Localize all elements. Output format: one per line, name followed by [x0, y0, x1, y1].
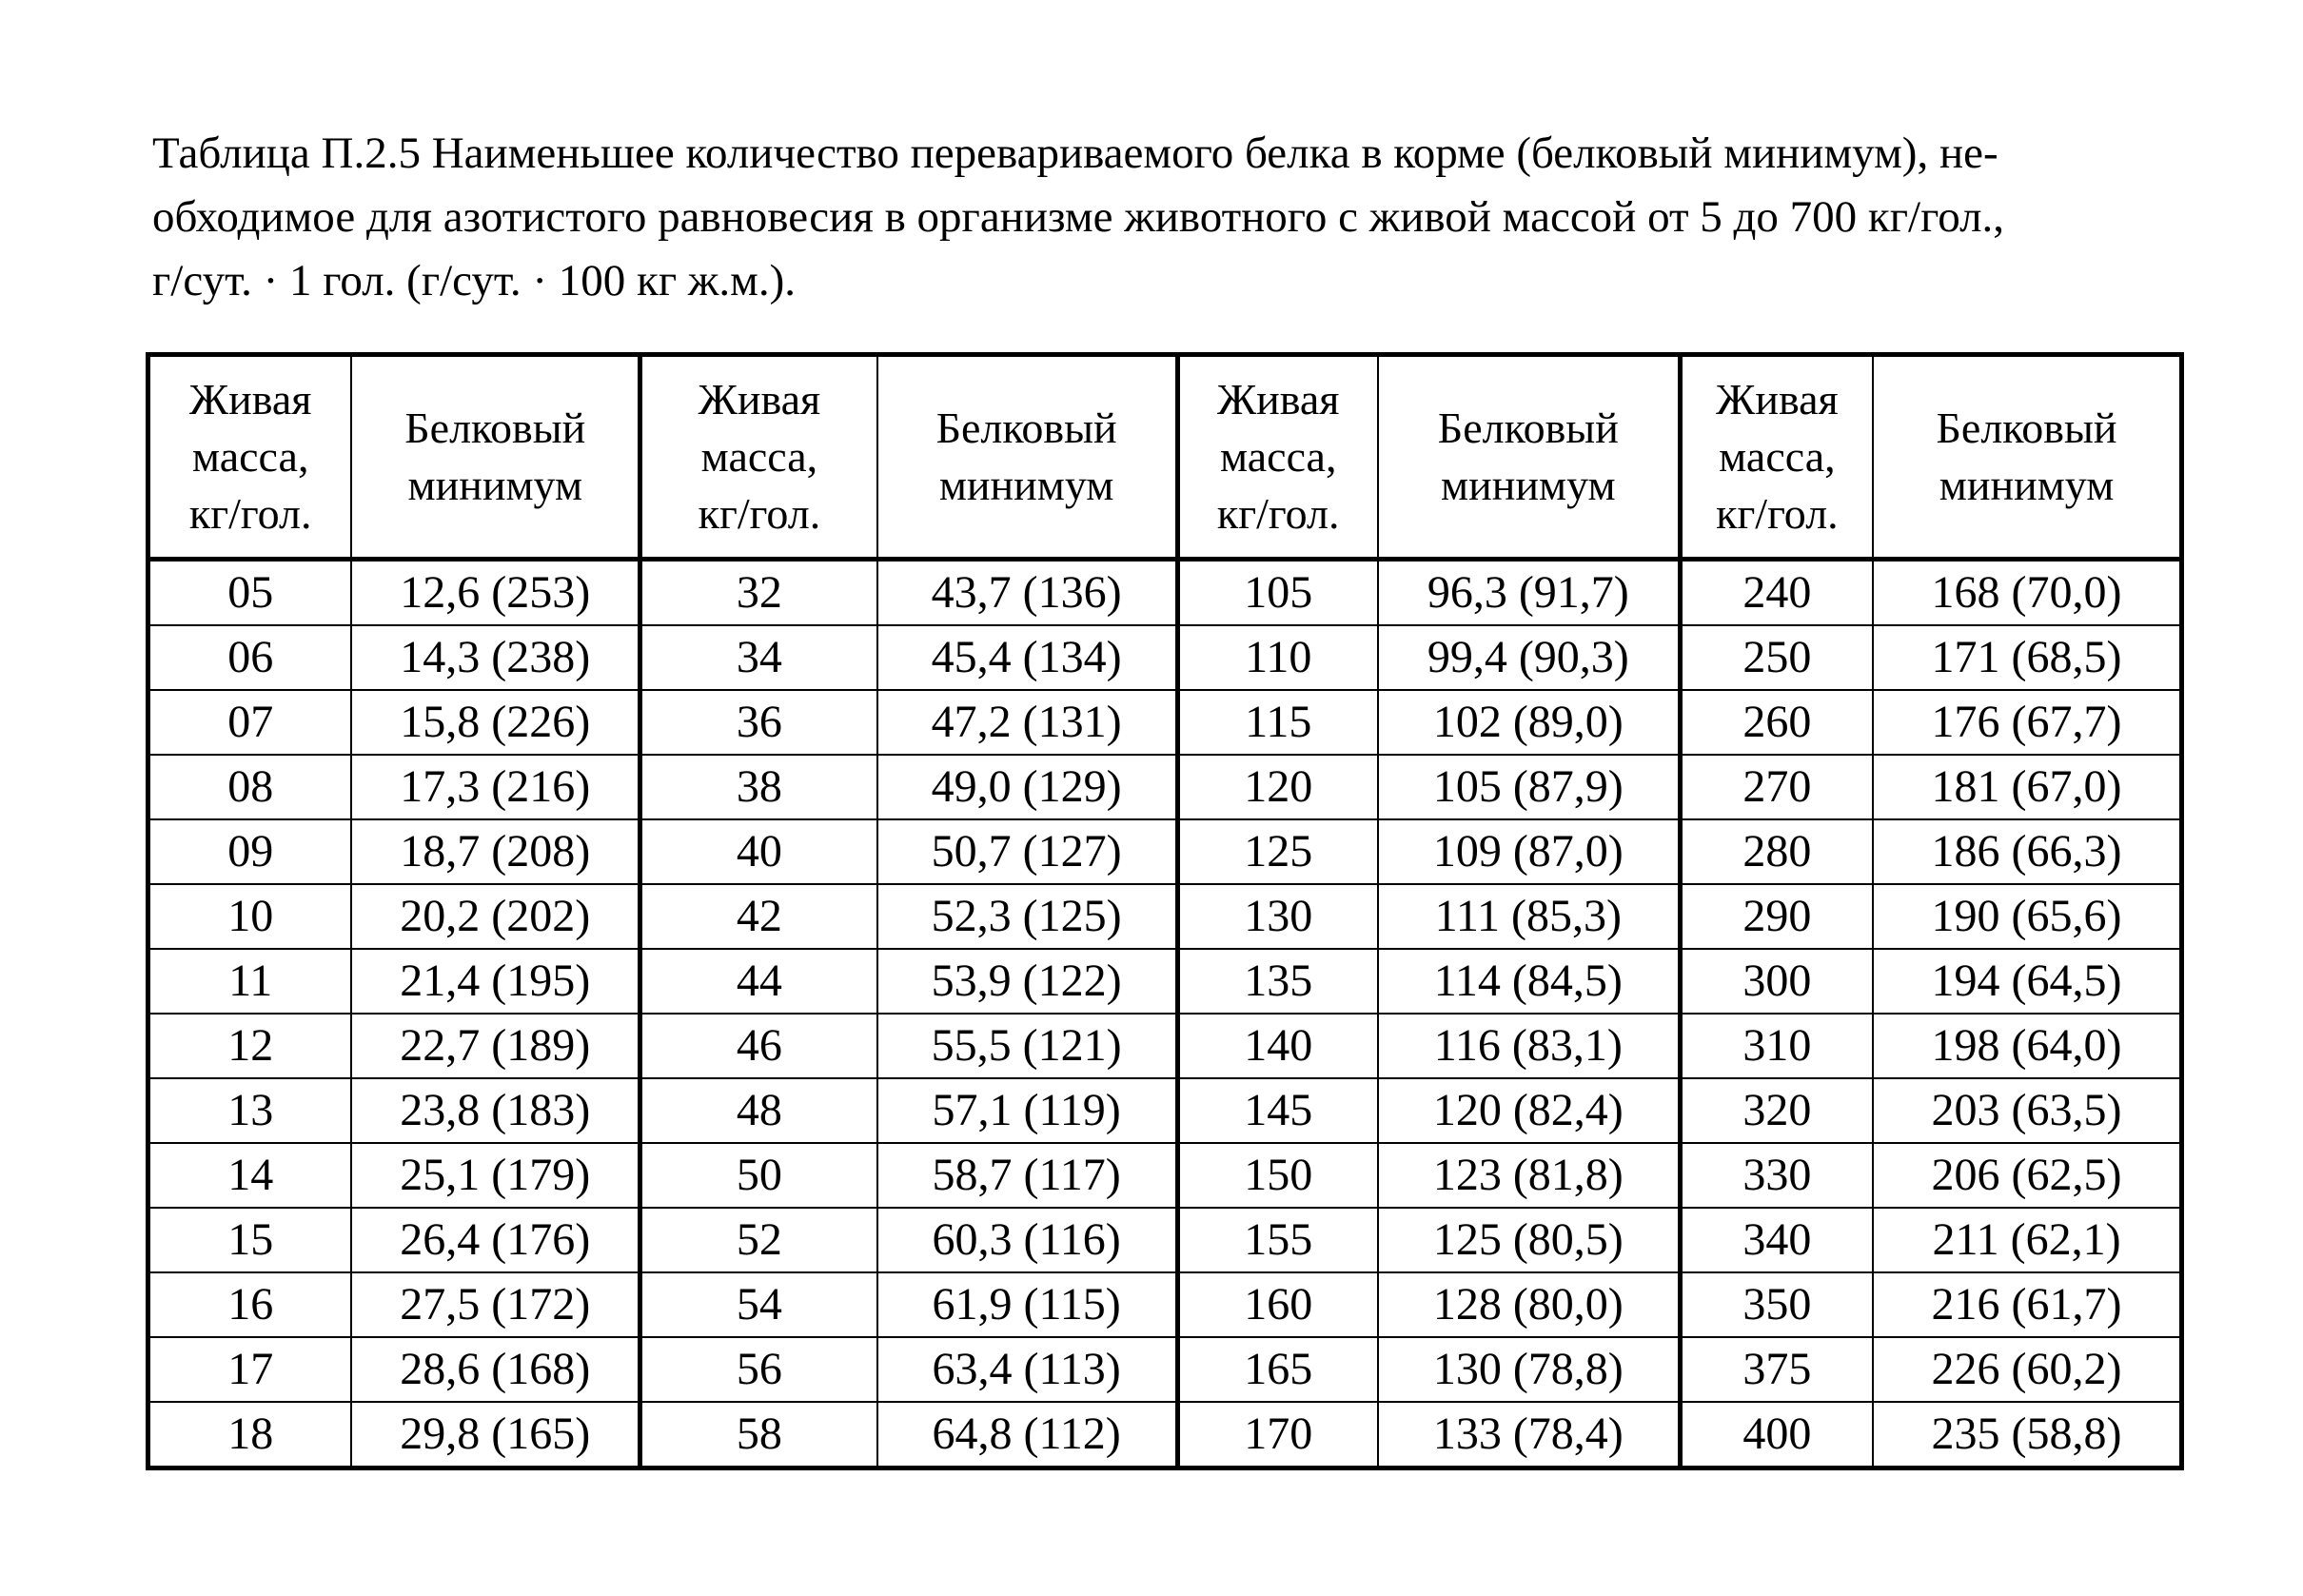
caption-line: Таблица П.2.5 Наименьшее количество перевариваемого белка в корме (белковый минимум), не-: [152, 128, 1998, 178]
protein-minimum-cell: 28,6 (168): [351, 1337, 640, 1402]
protein-minimum-cell: 21,4 (195): [351, 949, 640, 1014]
live-mass-cell: 400: [1680, 1402, 1873, 1468]
live-mass-cell: 160: [1177, 1272, 1378, 1337]
protein-minimum-cell: 171 (68,5): [1873, 625, 2181, 690]
table-row: [148, 884, 2182, 949]
live-mass-cell: 52: [640, 1208, 877, 1272]
protein-minimum-cell: 123 (81,8): [1378, 1143, 1680, 1208]
protein-minimum-cell: 125 (80,5): [1378, 1208, 1680, 1272]
column-header-protein-minimum: [1378, 355, 1680, 560]
table-row: [148, 755, 2182, 819]
live-mass-cell: 17: [148, 1337, 352, 1402]
live-mass-cell: 14: [148, 1143, 352, 1208]
live-mass-cell: 320: [1680, 1078, 1873, 1143]
protein-minimum-cell: 23,8 (183): [351, 1078, 640, 1143]
protein-minimum-cell: 52,3 (125): [877, 884, 1177, 949]
header-text-line: Белковый: [404, 404, 586, 452]
protein-minimum-cell: 226 (60,2): [1873, 1337, 2181, 1402]
protein-minimum-cell: 116 (83,1): [1378, 1014, 1680, 1078]
table-row: [148, 1272, 2182, 1337]
protein-minimum-cell: 15,8 (226): [351, 690, 640, 755]
table-row: [148, 949, 2182, 1014]
header-text-line: кг/гол.: [1216, 489, 1340, 538]
live-mass-cell: 125: [1177, 819, 1378, 884]
live-mass-cell: 46: [640, 1014, 877, 1078]
live-mass-cell: 50: [640, 1143, 877, 1208]
protein-minimum-cell: 63,4 (113): [877, 1337, 1177, 1402]
header-text-line: Белковый: [935, 404, 1117, 452]
live-mass-cell: 280: [1680, 819, 1873, 884]
table-row: [148, 1337, 2182, 1402]
protein-minimum-cell: 96,3 (91,7): [1378, 560, 1680, 626]
protein-minimum-cell: 45,4 (134): [877, 625, 1177, 690]
header-text-line: Живая: [1216, 375, 1340, 424]
protein-minimum-cell: 43,7 (136): [877, 560, 1177, 626]
protein-minimum-cell: 198 (64,0): [1873, 1014, 2181, 1078]
table-row: [148, 690, 2182, 755]
header-row: [148, 355, 2182, 560]
table-body: [148, 560, 2182, 1468]
column-header-live-mass: [148, 355, 352, 560]
protein-minimum-cell: 128 (80,0): [1378, 1272, 1680, 1337]
live-mass-cell: 56: [640, 1337, 877, 1402]
live-mass-cell: 290: [1680, 884, 1873, 949]
header-text-line: минимум: [1939, 461, 2115, 509]
protein-minimum-cell: 120 (82,4): [1378, 1078, 1680, 1143]
live-mass-cell: 32: [640, 560, 877, 626]
header-text-line: кг/гол.: [188, 489, 312, 538]
header-text-line: Живая: [698, 375, 821, 424]
protein-minimum-cell: 181 (67,0): [1873, 755, 2181, 819]
protein-minimum-cell: 176 (67,7): [1873, 690, 2181, 755]
live-mass-cell: 310: [1680, 1014, 1873, 1078]
live-mass-cell: 18: [148, 1402, 352, 1468]
protein-minimum-cell: 17,3 (216): [351, 755, 640, 819]
live-mass-cell: 130: [1177, 884, 1378, 949]
protein-minimum-cell: 49,0 (129): [877, 755, 1177, 819]
live-mass-cell: 05: [148, 560, 352, 626]
live-mass-cell: 240: [1680, 560, 1873, 626]
live-mass-cell: 375: [1680, 1337, 1873, 1402]
header-text-line: кг/гол.: [1716, 489, 1839, 538]
live-mass-cell: 155: [1177, 1208, 1378, 1272]
column-header-protein-minimum: [877, 355, 1177, 560]
protein-minimum-cell: 57,1 (119): [877, 1078, 1177, 1143]
header-text-line: масса,: [700, 432, 818, 481]
protein-minimum-cell: 211 (62,1): [1873, 1208, 2181, 1272]
column-header-protein-minimum: [351, 355, 640, 560]
header-text-line: Белковый: [1437, 404, 1619, 452]
protein-minimum-table: [146, 352, 2184, 1470]
header-text-line: кг/гол.: [698, 489, 821, 538]
table-row: [148, 1014, 2182, 1078]
live-mass-cell: 12: [148, 1014, 352, 1078]
live-mass-cell: 120: [1177, 755, 1378, 819]
header-text-line: Живая: [1716, 375, 1839, 424]
live-mass-cell: 15: [148, 1208, 352, 1272]
live-mass-cell: 58: [640, 1402, 877, 1468]
table-row: [148, 1208, 2182, 1272]
protein-minimum-cell: 168 (70,0): [1873, 560, 2181, 626]
protein-minimum-cell: 64,8 (112): [877, 1402, 1177, 1468]
table-row: [148, 1402, 2182, 1468]
live-mass-cell: 115: [1177, 690, 1378, 755]
column-header-live-mass: [1177, 355, 1378, 560]
live-mass-cell: 150: [1177, 1143, 1378, 1208]
live-mass-cell: 11: [148, 949, 352, 1014]
protein-minimum-cell: 55,5 (121): [877, 1014, 1177, 1078]
protein-minimum-cell: 186 (66,3): [1873, 819, 2181, 884]
live-mass-cell: 34: [640, 625, 877, 690]
table-row: [148, 1143, 2182, 1208]
protein-minimum-cell: 22,7 (189): [351, 1014, 640, 1078]
header-text-line: Живая: [188, 375, 312, 424]
protein-minimum-cell: 18,7 (208): [351, 819, 640, 884]
column-header-live-mass: [1680, 355, 1873, 560]
table-caption: [152, 122, 2189, 313]
header-text-line: масса,: [1719, 432, 1836, 481]
live-mass-cell: 08: [148, 755, 352, 819]
live-mass-cell: 105: [1177, 560, 1378, 626]
protein-minimum-cell: 99,4 (90,3): [1378, 625, 1680, 690]
live-mass-cell: 13: [148, 1078, 352, 1143]
live-mass-cell: 06: [148, 625, 352, 690]
live-mass-cell: 260: [1680, 690, 1873, 755]
protein-minimum-cell: 14,3 (238): [351, 625, 640, 690]
live-mass-cell: 42: [640, 884, 877, 949]
header-text-line: Белковый: [1936, 404, 2117, 452]
protein-minimum-cell: 203 (63,5): [1873, 1078, 2181, 1143]
protein-minimum-cell: 235 (58,8): [1873, 1402, 2181, 1468]
live-mass-cell: 09: [148, 819, 352, 884]
protein-minimum-cell: 60,3 (116): [877, 1208, 1177, 1272]
live-mass-cell: 110: [1177, 625, 1378, 690]
protein-minimum-cell: 194 (64,5): [1873, 949, 2181, 1014]
live-mass-cell: 170: [1177, 1402, 1378, 1468]
live-mass-cell: 250: [1680, 625, 1873, 690]
protein-minimum-cell: 50,7 (127): [877, 819, 1177, 884]
header-text-line: минимум: [1441, 461, 1616, 509]
caption-line: г/сут. · 1 гол. (г/сут. · 100 кг ж.м.).: [152, 256, 797, 305]
caption-line: обходимое для азотистого равновесия в организме животного с живой массой от 5 до 700 кг/гол.,: [152, 192, 2005, 242]
protein-minimum-cell: 25,1 (179): [351, 1143, 640, 1208]
live-mass-cell: 07: [148, 690, 352, 755]
protein-minimum-cell: 109 (87,0): [1378, 819, 1680, 884]
live-mass-cell: 140: [1177, 1014, 1378, 1078]
protein-minimum-cell: 105 (87,9): [1378, 755, 1680, 819]
header-text-line: масса,: [1219, 432, 1337, 481]
protein-minimum-cell: 26,4 (176): [351, 1208, 640, 1272]
live-mass-cell: 350: [1680, 1272, 1873, 1337]
protein-minimum-cell: 216 (61,7): [1873, 1272, 2181, 1337]
live-mass-cell: 54: [640, 1272, 877, 1337]
protein-minimum-cell: 206 (62,5): [1873, 1143, 2181, 1208]
protein-minimum-cell: 27,5 (172): [351, 1272, 640, 1337]
table-row: [148, 819, 2182, 884]
protein-minimum-cell: 133 (78,4): [1378, 1402, 1680, 1468]
table-row: [148, 625, 2182, 690]
live-mass-cell: 48: [640, 1078, 877, 1143]
live-mass-cell: 300: [1680, 949, 1873, 1014]
live-mass-cell: 340: [1680, 1208, 1873, 1272]
protein-minimum-cell: 53,9 (122): [877, 949, 1177, 1014]
live-mass-cell: 38: [640, 755, 877, 819]
header-text-line: минимум: [938, 461, 1114, 509]
live-mass-cell: 330: [1680, 1143, 1873, 1208]
protein-minimum-cell: 20,2 (202): [351, 884, 640, 949]
live-mass-cell: 145: [1177, 1078, 1378, 1143]
protein-minimum-cell: 47,2 (131): [877, 690, 1177, 755]
protein-minimum-cell: 111 (85,3): [1378, 884, 1680, 949]
protein-minimum-cell: 114 (84,5): [1378, 949, 1680, 1014]
live-mass-cell: 44: [640, 949, 877, 1014]
header-text-line: минимум: [407, 461, 583, 509]
protein-minimum-cell: 102 (89,0): [1378, 690, 1680, 755]
live-mass-cell: 135: [1177, 949, 1378, 1014]
protein-minimum-cell: 61,9 (115): [877, 1272, 1177, 1337]
live-mass-cell: 40: [640, 819, 877, 884]
protein-minimum-cell: 12,6 (253): [351, 560, 640, 626]
live-mass-cell: 270: [1680, 755, 1873, 819]
protein-minimum-cell: 190 (65,6): [1873, 884, 2181, 949]
column-header-protein-minimum: [1873, 355, 2181, 560]
live-mass-cell: 165: [1177, 1337, 1378, 1402]
protein-minimum-cell: 29,8 (165): [351, 1402, 640, 1468]
table-row: [148, 1078, 2182, 1143]
protein-minimum-cell: 130 (78,8): [1378, 1337, 1680, 1402]
table-row: [148, 560, 2182, 626]
header-text-line: масса,: [191, 432, 309, 481]
column-header-live-mass: [640, 355, 877, 560]
live-mass-cell: 10: [148, 884, 352, 949]
live-mass-cell: 16: [148, 1272, 352, 1337]
protein-minimum-cell: 58,7 (117): [877, 1143, 1177, 1208]
live-mass-cell: 36: [640, 690, 877, 755]
